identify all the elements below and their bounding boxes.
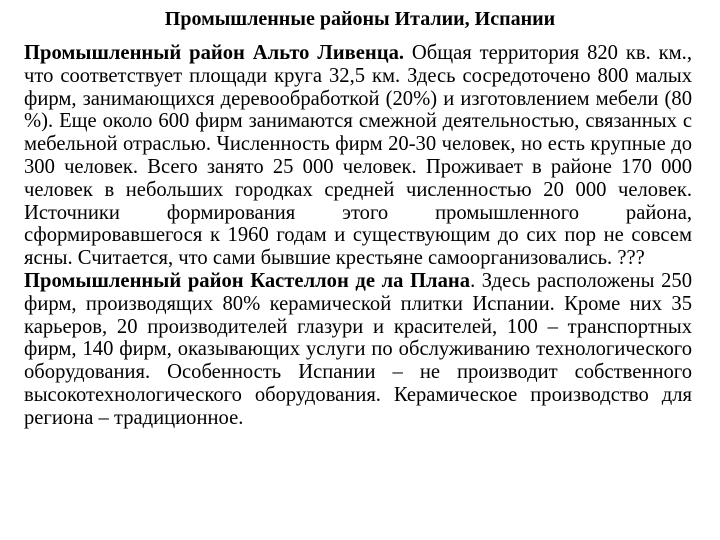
paragraph-alto-livenza	[24, 42, 692, 270]
paragraph-text: . Здесь расположены 250 фирм, производящих 80% керамической плитки Испании. Кроме них 35 карьеров, 20 производителей глазури и красителей, 100 – транспортных фирм, 140 фирм, оказывающих услуги по обслуживанию технологического оборудования. Особенность Испании – не производит собственного высокотехнологического оборудования. Керамическое производство для региона – традиционное.	[24, 269, 692, 429]
paragraph-lead: Промышленный район Кастеллон де ла Плана	[24, 269, 471, 292]
paragraph-text: Общая территория 820 кв. км., что соответствует площади круга 32,5 км. Здесь сосредоточено 800 малых фирм, занимающихся деревообработкой (20%) и изготовлением мебели (80 %). Еще около 600 фирм занимаются смежной деятельностью, связанных с мебельной отраслью. Численность фирм 20-30 человек, но есть крупные до 300 человек. Всего занято 25 000 человек. Проживает в районе 170 000 человек в небольших городках средней численностью 20 000 человек. Источники формирования этого промышленного района, сформировавшегося к 1960 годам и существующим до сих пор не совсем ясны. Считается, что сами бывшие крестьяне самоорганизовались. ???	[24, 42, 692, 270]
paragraph-lead: Промышленный район Альто Ливенца.	[24, 42, 405, 64]
paragraph-castellon	[24, 270, 692, 430]
slide-title: Промышленные районы Италии, Испании	[164, 8, 556, 30]
slide-body	[24, 42, 692, 430]
